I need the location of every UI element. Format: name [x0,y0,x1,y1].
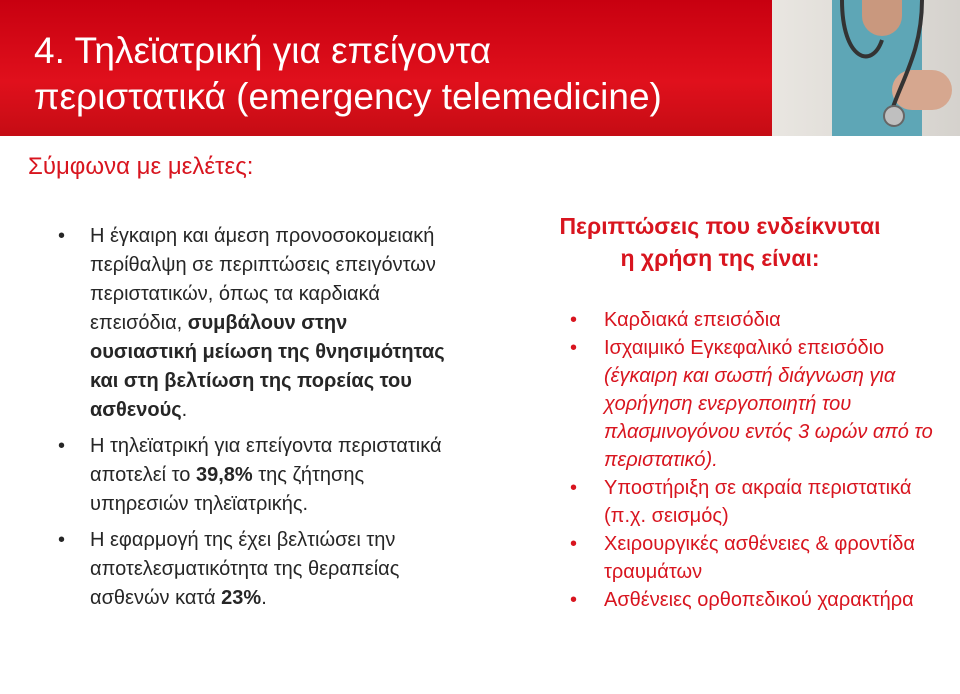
title-line-1: 4. Τηλεϊατρική για επείγοντα [34,30,491,71]
bullet-icon: • [570,337,578,359]
list-item: • Ασθένειες ορθοπεδικού χαρακτήρα [560,586,950,614]
bullet-icon: • [58,435,66,457]
list-item: • Υποστήριξη σε ακραία περιστατικά (π.χ. σεισμός) [560,474,950,530]
subtitle: Σύμφωνα με μελέτες: [28,153,254,180]
list-item: • Ισχαιμικό Εγκεφαλικό επεισόδιο (έγκαιρη και σωστή διάγνωση για χορήγηση ενεργοποιητή του πλασμινογόνου εντός 3 ωρών από το περιστατικό). [560,334,950,474]
left-bullet-list [48,222,448,620]
right-heading-line-2: η χρήση της είναι: [620,245,820,271]
stethoscope-icon [772,0,960,136]
bullet-icon: • [570,533,578,555]
title-bar [0,0,960,136]
list-item: • Η τηλεϊατρική για επείγοντα περιστατικά αποτελεί το 39,8% της ζήτησης υπηρεσιών τηλεϊατρικής. [48,432,448,519]
list-item: • Καρδιακά επεισόδια [560,306,950,334]
slide-title [34,28,662,120]
right-heading [500,210,940,274]
bullet-icon: • [58,225,66,247]
bullet-icon: • [570,477,578,499]
list-item: • Χειρουργικές ασθένειες & φροντίδα τραυμάτων [560,530,950,586]
list-item: • Η έγκαιρη και άμεση προνοσοκομειακή περίθαλψη σε περιπτώσεις επειγόντων περιστατικών, όπως τα καρδιακά επεισόδια, συμβάλουν στην ουσιαστική μείωση της θνησιμότητας και στη βελτίωση της πορείας του ασθενούς. [48,222,448,425]
bullet-icon: • [58,529,66,551]
list-item: • Η εφαρμογή της έχει βελτιώσει την αποτελεσματικότητα της θεραπείας ασθενών κατά 23%. [48,526,448,613]
title-line-2: περιστατικά (emergency telemedicine) [34,76,662,117]
doctor-photo [772,0,960,136]
bullet-icon: • [570,589,578,611]
right-heading-line-1: Περιπτώσεις που ενδείκνυται [559,213,881,239]
bullet-icon: • [570,309,578,331]
right-bullet-list [560,306,950,614]
